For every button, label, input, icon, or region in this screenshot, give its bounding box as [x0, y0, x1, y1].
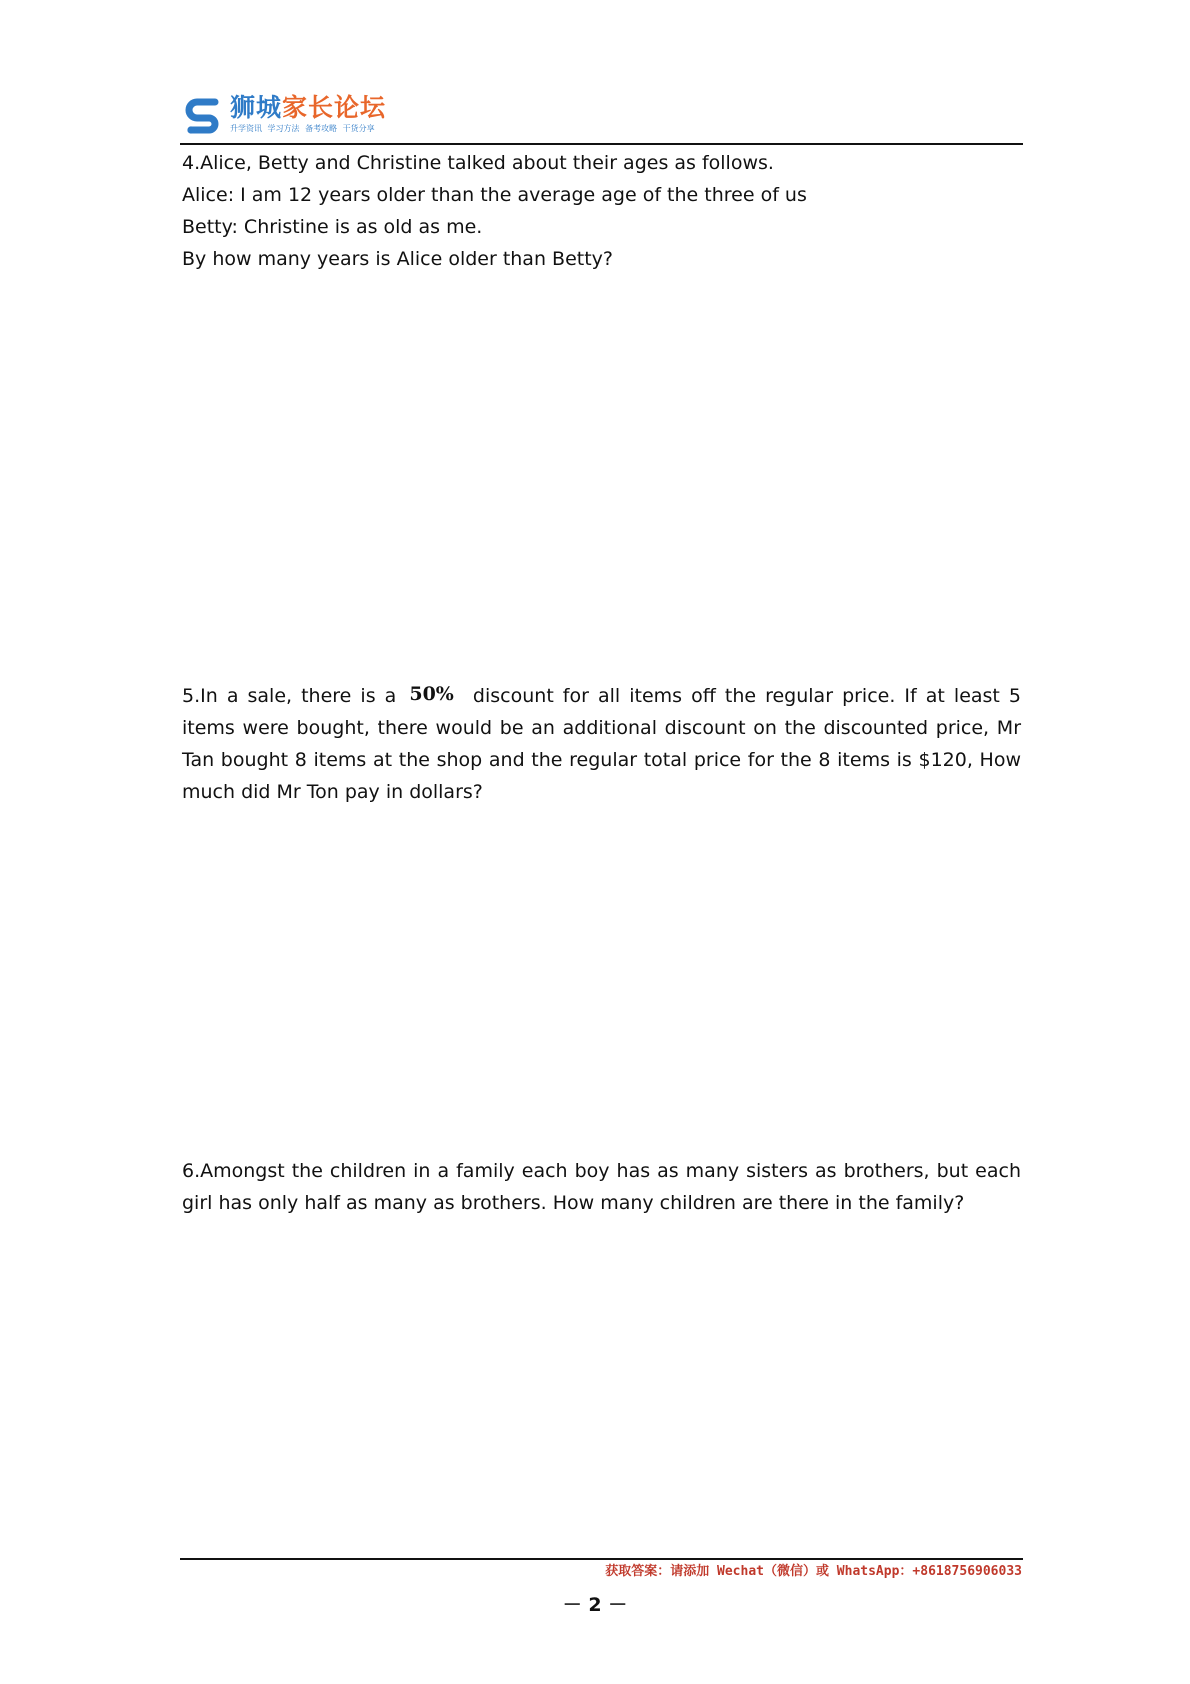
question-5-text	[182, 680, 1021, 808]
question-4	[182, 147, 1021, 275]
question-5	[182, 680, 1021, 808]
logo-s-icon	[182, 94, 224, 136]
question-4-line-1: 4.Alice, Betty and Christine talked about their ages as follows.	[182, 152, 774, 174]
question-6	[182, 1155, 1021, 1219]
header-logo	[182, 94, 386, 136]
question-5-text-after: discount for all items off the regular price. If at least 5 items were bought, there would be an additional discount on the discounted price, Mr Tan bought 8 items at the shop and the regular total price for the 8 items is $120, How much did Mr Ton pay in dollars?	[182, 685, 1022, 803]
logo-tagline: 升学资讯 学习方法 备考攻略 干货分享	[230, 124, 375, 133]
footer-contact: 获取答案：请添加 Wechat（微信）或 WhatsApp：+8618756906033	[605, 1564, 1022, 1579]
question-4-line-4: By how many years is Alice older than Betty?	[182, 248, 613, 270]
question-5-percent: 50%	[409, 683, 454, 705]
logo-title-part1: 狮城	[230, 93, 283, 122]
page-number: － 2 －	[562, 1594, 628, 1616]
question-5-text-before: 5.In a sale, there is a	[182, 685, 397, 707]
question-6-text: 6.Amongst the children in a family each boy has as many sisters as brothers, but each girl has only half as many as brothers. How many children are there in the family?	[182, 1160, 1021, 1214]
logo-title	[230, 94, 386, 122]
footer-divider	[180, 1558, 1023, 1560]
question-4-line-2: Alice: I am 12 years older than the average age of the three of us	[182, 184, 807, 206]
header-divider	[180, 143, 1023, 145]
question-4-line-3: Betty: Christine is as old as me.	[182, 216, 483, 238]
logo-title-part2: 家长论坛	[282, 93, 387, 122]
